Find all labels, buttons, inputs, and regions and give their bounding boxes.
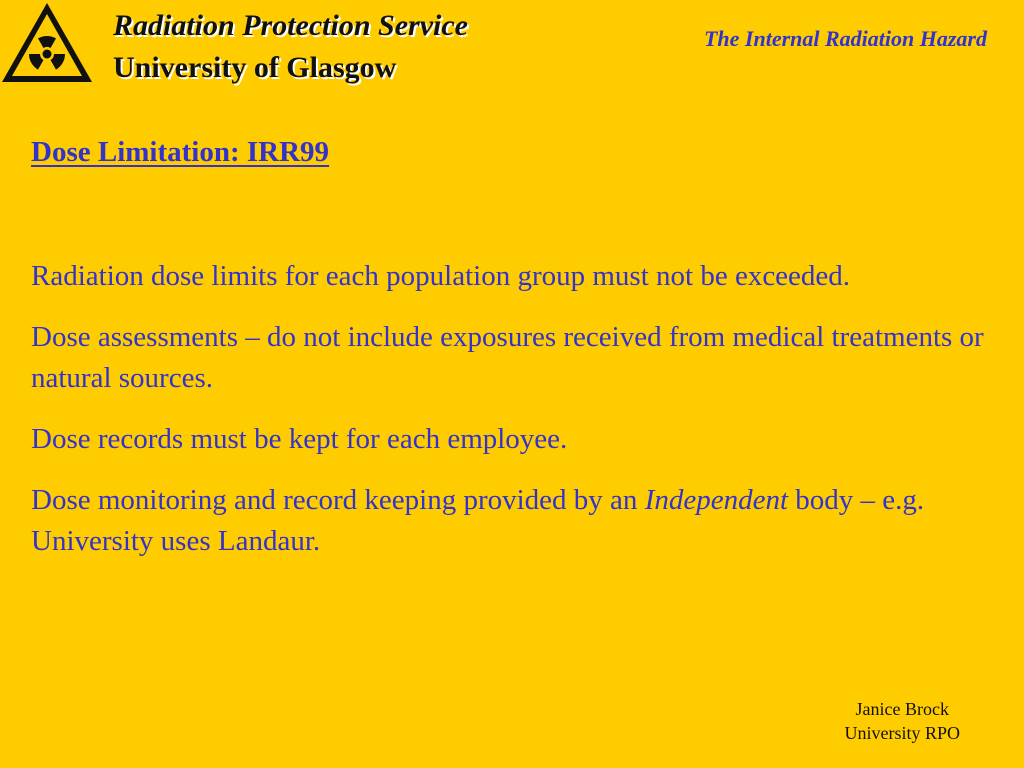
body-paragraph: Radiation dose limits for each population group must not be exceeded. (31, 260, 851, 292)
slide-heading: Dose Limitation: IRR99 (31, 136, 330, 168)
org-title: Radiation Protection Service (113, 9, 468, 42)
footer-author: Janice Brock (855, 699, 949, 719)
footer (844, 697, 960, 745)
monitoring-text-end: body – e.g. University uses Landaur. (31, 484, 925, 557)
body-paragraph: Dose records must be kept for each employee. (31, 423, 568, 455)
body-paragraph-monitoring (31, 480, 991, 562)
footer-role: University RPO (844, 723, 960, 743)
monitoring-emphasis: Independent (644, 484, 789, 516)
slide-body (31, 256, 991, 582)
radiation-hazard-icon (0, 0, 95, 86)
monitoring-text-start: Dose monitoring and record keeping provided by an (31, 484, 645, 516)
org-subtitle: University of Glasgow (113, 51, 397, 84)
body-paragraph: Dose assessments – do not include exposures received from medical treatments or natural sources. (31, 321, 984, 394)
presentation-topic: The Internal Radiation Hazard (703, 26, 987, 51)
